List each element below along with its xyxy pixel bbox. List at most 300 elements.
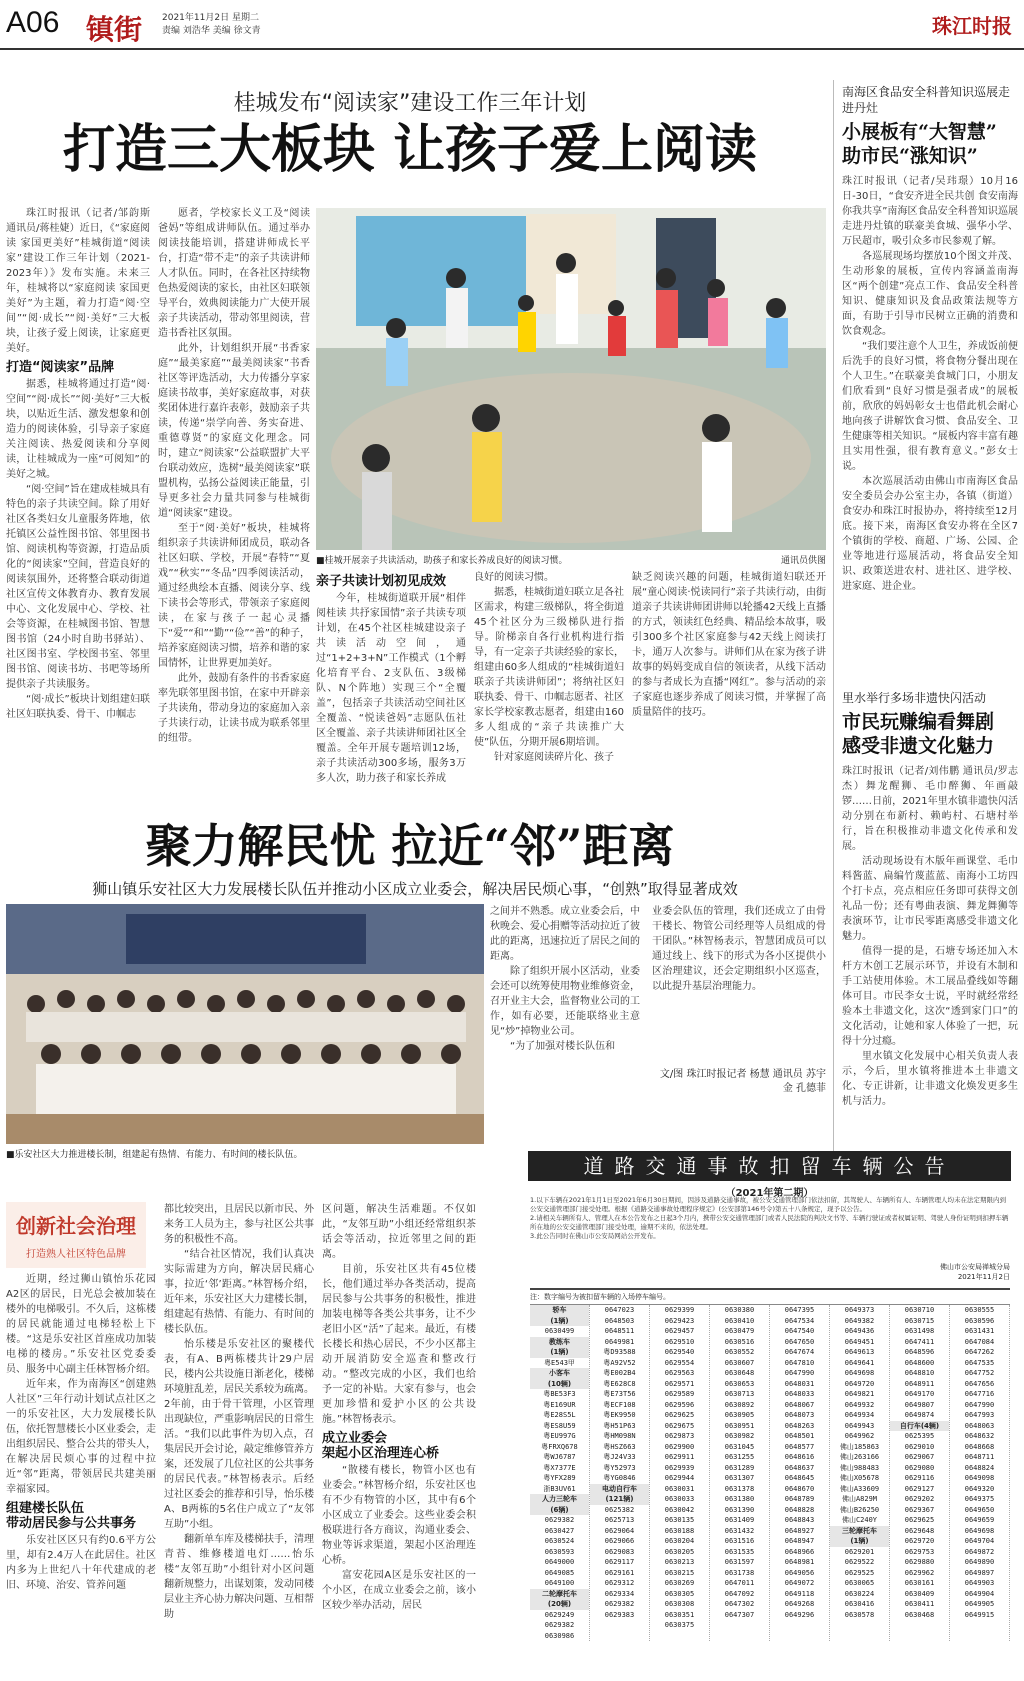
article1-column-4 xyxy=(474,570,624,810)
notice-title: 道路交通事故扣留车辆公告 xyxy=(528,1151,1011,1181)
table-cell: 0648668 xyxy=(964,1442,995,1451)
table-cell: 0630499 xyxy=(544,1327,575,1335)
table-cell: 0629312 xyxy=(604,1579,635,1587)
table-cell: 0629873 xyxy=(664,1432,695,1440)
table-cell: 0649100 xyxy=(544,1579,575,1587)
table-cell: 0647534 xyxy=(784,1316,815,1325)
table-cell: 0647810 xyxy=(784,1358,815,1367)
article2-column-r2 xyxy=(652,904,826,1064)
vehicle-category: 教练车 xyxy=(530,1337,589,1348)
table-cell: 0630713 xyxy=(724,1390,755,1398)
caption-text: 乐安社区大力推进楼长制，组建起有热情、有能力、有时间的楼长队伍。 xyxy=(14,1150,303,1160)
table-cell: 0629127 xyxy=(904,1484,935,1493)
vehicle-category: 人力三轮车 xyxy=(530,1494,589,1505)
paragraph: 此外，计划组织开展“书香家庭”“最美家庭”“最美阅读家”书香社区等评选活动，大力传播分享家庭读书故事，美好家庭故事，对获奖团体进行嘉许表彰，鼓励亲子共读，传递“崇学向善、务实奋进、重德尊贤”的家庭文化理念。同时，建立“阅读家”公益联盟扩大平台联动效应，选树“最美阅读家”联盟机构，弘扬公益阅读正能量，引导更多社会力量共同参与桂城街道“阅读家”建设。 xyxy=(158,343,310,519)
table-cell: 0631045 xyxy=(724,1442,755,1451)
table-cell: 0649382 xyxy=(844,1316,875,1325)
table-cell: 0649904 xyxy=(964,1589,995,1598)
article1-kicker: 桂城发布“阅读家”建设工作三年计划 xyxy=(233,91,587,116)
table-cell: 0629383 xyxy=(604,1610,635,1619)
table-cell: 0647535 xyxy=(964,1358,995,1367)
table-cell: 0630224 xyxy=(844,1589,875,1598)
table-cell: 0648711 xyxy=(964,1453,995,1461)
notice-item-1: 1.以下车辆在2021年1月1日至2021年6月30日期间，因涉及道路交通事故，被公安交通管理部门依法扣留，其驾驶人、车辆所有人、车辆管理人均未在法定期限内到公安交通管理部门接受处理。根据《道路交通事故处理程序规定》(公安部第146号令)第五十八条规定，现予以公告。 xyxy=(530,1196,1006,1213)
table-cell: 佛山A33609 xyxy=(839,1484,880,1493)
table-cell: 0629382 xyxy=(604,1600,635,1608)
paragraph: 珠江时报讯（记者/刘伟鹏 通讯员/罗志杰）舞龙醒狮、毛巾醉狮、年画敲锣……日前，2021年里水镇非遗快闪活动分别在布新村、赖屿村、石塘村举行，旨在积极推动非遗文化传承和发展。 xyxy=(842,766,1018,852)
paragraph: “散楼有楼长，物管小区也有业委会。”林智杨介绍，乐安社区也有不少有物管的小区，其中有6个小区成立了业委会。这些业委会积极联进行各方商议，沟通业委会、物业等诉求渠道，架起小区治理连心桥。 xyxy=(322,1465,476,1566)
table-cell: 0631535 xyxy=(724,1547,755,1556)
table-cell: 粤H51P63 xyxy=(603,1421,636,1430)
table-column xyxy=(950,1305,1010,1641)
table-cell: 0648503 xyxy=(604,1316,635,1325)
vehicle-category: (10辆) xyxy=(530,1379,589,1390)
table-cell: 0631409 xyxy=(724,1516,755,1524)
table-cell: 0629202 xyxy=(904,1495,935,1503)
table-cell: 0630516 xyxy=(724,1337,755,1346)
table-cell: 0648577 xyxy=(784,1442,815,1451)
paragraph: 今年，桂城街道联开展“相伴阅桂读 共抒家国情”亲子共读专项计划，在45个社区桂城建设亲子共读活动空间，通过“1+2+3+N”工作模式（1个孵化培育平台、2支队伍、3级梯队、N个阵地）实现三个“全覆盖”，包括亲子共读活动空间社区全覆盖、“悦读爸妈”志愿队伍社区全覆盖、亲子共读讲师团社区全覆盖。全年开展专题培训12场，亲子共读活动300多场，服务3万多人次，助力孩子和家长养成 xyxy=(316,593,466,784)
article2-headline: 聚力解民忧 拉近“邻”距离 xyxy=(145,819,675,873)
table-cell: 0631378 xyxy=(724,1484,755,1493)
table-cell: 0629066 xyxy=(604,1537,635,1545)
table-cell: 0629161 xyxy=(604,1568,635,1577)
paragraph: 都比较突出，且居民以新市民、外来务工人员为主，参与社区公共事务的积极性不高。 xyxy=(164,1204,314,1245)
paragraph: “阅·空间”旨在建成桂城具有特色的亲子共读空间。除了用好社区各类妇女儿童服务阵地，依托镇区公益性图书馆、邻里图书馆、阅读机构等资源，打造品质化的“阅读家”空间，营造良好的阅读氛围外，还将整合联动街道社区宣传文体教育办、教育发展中心、文化发展中心、学校、社会等资源，在桂城图书馆、智慧图书馆（24小时自助书驿站）、社区图书室、学校图书室、邻里图书馆、阅读书坊、书吧等场所提供亲子共读服务。 xyxy=(6,484,150,690)
table-cell: 0648511 xyxy=(604,1327,635,1335)
table-cell: 佛山C240Y xyxy=(841,1516,878,1524)
table-note: 注：数字编号为被扣留车辆的入场停车编号。 xyxy=(530,1290,1010,1305)
table-cell: 0630892 xyxy=(724,1400,755,1409)
table-cell: 0649934 xyxy=(844,1411,875,1419)
table-cell: 0629720 xyxy=(904,1537,935,1545)
paragraph: 怡乐楼是乐安社区的聚楼代表，有A、B两栋楼共计29户居民，楼内公共设施日渐老化，楼梯环境脏乱差，居民关系较为疏离。2年前，由于骨干管理，小区管理出现缺位，严重影响居民的日常生活。“我们以此事件为切入点，召集居民开会讨论，敲定维修管养方案，还发展了几位社区的公共事务的居民代表。”林智杨表示。后经过社区委会的推荐和引导，怡乐楼A、B两栋的5名住户成立了“友邻互助”小组。 xyxy=(164,1339,314,1530)
table-cell: 0647752 xyxy=(964,1369,995,1377)
paragraph: 活动现场设有木版年画课堂、毛巾料酱蓝、扁编竹蔑蓝蓝、南海小工坊四个打卡点，亮点相应任务即可获得文创礼品一份；还有粤曲表演、舞龙舞狮等表演环节，让市民零距离感受非遗文化魅力。 xyxy=(842,856,1018,942)
logo-title: 创新社会治理 xyxy=(16,1214,136,1238)
paragraph: 良好的阅读习惯。 xyxy=(474,572,554,583)
header-meta xyxy=(162,12,261,38)
vehicle-category: 轿车 xyxy=(530,1305,589,1316)
table-cell: 0649098 xyxy=(964,1474,995,1482)
article1-column-5 xyxy=(632,570,826,810)
article1-headline: 打造三大板块 让孩子爱上阅读 xyxy=(62,119,758,180)
table-cell: 0648600 xyxy=(904,1358,935,1367)
table-cell: 0630468 xyxy=(904,1610,935,1619)
notice-date: 2021年11月2日 xyxy=(957,1273,1010,1281)
table-cell: 0630205 xyxy=(664,1547,695,1556)
table-cell: 0648063 xyxy=(964,1421,995,1430)
table-cell: 0647395 xyxy=(784,1306,815,1314)
table-cell: 0649659 xyxy=(964,1516,995,1524)
table-cell: 0649821 xyxy=(844,1390,875,1398)
table-cell: 0629382 xyxy=(544,1621,575,1629)
table-cell: 0629625 xyxy=(904,1516,935,1524)
photo-caption xyxy=(316,553,826,566)
table-cell: 0649962 xyxy=(844,1432,875,1440)
table-cell: 0647716 xyxy=(964,1390,995,1398)
article1-subhead-2: 亲子共读计划初见成效 xyxy=(316,574,447,589)
paragraph: 愿者，学校家长义工及“阅读爸妈”等组成讲师队伍。通过举办阅读技能培训，搭建讲师成长平台，打造“带不走”的亲子共读讲师人才队伍。同时，在各社区持续物色热爱阅读的家长，由社区妇联领导平台，效典阅读能力广大使开展亲子共读活动，带动邻里阅读，营造书香社区氛围。 xyxy=(158,208,310,339)
table-cell: 0629334 xyxy=(604,1589,635,1598)
editor-credits: 责编 刘浩华 美编 徐文青 xyxy=(162,26,261,36)
table-cell: 粤E002B4 xyxy=(603,1369,636,1377)
table-cell: 0630593 xyxy=(544,1547,575,1556)
table-cell: 0647990 xyxy=(784,1369,815,1377)
table-cell: 0630951 xyxy=(724,1421,755,1430)
table-cell: 粤WJ6787 xyxy=(543,1453,576,1461)
table-cell: 0647674 xyxy=(784,1348,815,1356)
paragraph: 至于“阅·美好”板块，桂城将组织亲子共读讲师团成员，联动各社区妇联、学校，开展“春特”“夏戏”“秋实”“冬品”四季阅读活动，通过经典绘本直播、阅读分享、线下读书会等形式，带领亲子家庭阅读，在家与孩子一起心灵播下“爱”“和”“勤”“俭”“善”的种子，培养家庭阅读习惯，培养和谐的家国情怀，让世界更加美好。 xyxy=(158,523,310,669)
table-cell: 粤YFX289 xyxy=(543,1474,576,1482)
table-cell: 粤ECF108 xyxy=(603,1400,636,1409)
community-group-photo xyxy=(6,904,484,1144)
article2-column-b xyxy=(164,1202,314,1676)
table-cell: 0629675 xyxy=(664,1421,695,1430)
table-cell: 0649720 xyxy=(844,1379,875,1388)
table-cell: 0629382 xyxy=(544,1516,575,1524)
table-cell: 0630308 xyxy=(664,1600,695,1608)
table-cell: 佛山185863 xyxy=(839,1442,880,1451)
paragraph: “我们要注意个人卫生，养成饭前便后洗手的良好习惯，将食物分餐出现在个人卫生。”在联豪美食城门口，小朋友们欣看到“良好习惯是强者成”的展板前，欣欣的妈妈彰女士也借此机会耐心地向孩子讲解饮食习惯、食品安全、卫生健康等相关知识。“展板内容丰富有趣且实用性强，很有教育意义。”彭女士说。 xyxy=(842,341,1018,472)
table-cell: 0649373 xyxy=(844,1306,875,1314)
notice-item-2: 2.请相关车辆所有人、管理人在本公告发布之日起3个月内，携带公安交通管理部门或者人民法院的判决文书等、车辆行驶证或者权属证明、驾驶人身份证明到扣押车辆所在地的公安交通管理部门接受处理，逾期不来的，依法处理。 xyxy=(530,1214,1009,1231)
paragraph: “阅·成长”板块计划组建妇联社区妇联执委、骨干、巾帼志 xyxy=(6,694,150,720)
table-cell: 粤YG0846 xyxy=(603,1474,636,1482)
table-cell: 0630269 xyxy=(664,1579,695,1587)
table-cell: 0649451 xyxy=(844,1337,875,1346)
table-column xyxy=(710,1305,770,1641)
table-cell: 0629525 xyxy=(844,1568,875,1577)
table-cell: 0630410 xyxy=(724,1316,755,1325)
sidebar2-kicker: 里水举行多场非遗快闪活动 xyxy=(842,691,987,705)
notice-item-3: 3.此公告同时在佛山市公安局网站公开发布。 xyxy=(530,1232,660,1240)
table-cell: 佛山988483 xyxy=(839,1463,880,1472)
table-cell: 粤A92V52 xyxy=(603,1358,636,1367)
table-cell: 粤X7377E xyxy=(543,1463,576,1472)
table-cell: 粤FRXQ678 xyxy=(541,1442,578,1451)
table-cell: 0630375 xyxy=(664,1621,695,1629)
notice-body xyxy=(530,1196,1010,1241)
table-cell: 0648824 xyxy=(964,1463,995,1472)
table-cell: 0649698 xyxy=(844,1369,875,1377)
table-cell: 0630351 xyxy=(664,1610,695,1619)
table-cell: 0630161 xyxy=(904,1579,935,1587)
table-cell: 0630607 xyxy=(724,1358,755,1367)
table-cell: 粤HM098N xyxy=(603,1432,636,1440)
photo-illustration xyxy=(316,208,826,550)
table-cell: 0649872 xyxy=(964,1547,995,1556)
table-cell: 0648966 xyxy=(784,1547,815,1556)
table-cell: 0630653 xyxy=(724,1379,755,1388)
table-column xyxy=(770,1305,830,1641)
table-cell: 0631597 xyxy=(724,1558,755,1566)
article2-subhead: 狮山镇乐安社区大力发展楼长队伍并推动小区成立业委会，解决居民烦心事，“创熟”取得显著成效 xyxy=(92,880,738,898)
article2-byline: 文/图 珠江时报记者 杨慧 通讯员 苏宇金 孔德菲 xyxy=(659,1069,826,1094)
table-cell: 粤J24V33 xyxy=(603,1453,636,1461)
article2-subhead-1: 组建楼长队伍 带动居民参与公共事务 xyxy=(6,1501,137,1531)
table-column xyxy=(830,1305,890,1641)
paragraph: 除了组织开展小区活动，业委会还可以统筹使用物业维修资金，召开业主大会，监督物业公司的工作，如有必要，还能联络业主意见“炒”掉物业公司。 xyxy=(490,966,640,1037)
paragraph: 乐安社区区只有约0.6平方公里，却有2.4万人在此居住。社区内多为上世纪八十年代建成的老旧、环境、治安、管养问题 xyxy=(6,1535,156,1591)
section-name: 镇街 xyxy=(86,13,143,46)
table-columns xyxy=(530,1305,1010,1641)
table-cell: 0649320 xyxy=(964,1484,995,1493)
table-cell: 0630555 xyxy=(964,1306,995,1314)
table-cell: 0648596 xyxy=(904,1348,935,1356)
table-cell: 0631498 xyxy=(904,1327,935,1335)
table-cell: 粤D93588 xyxy=(603,1348,636,1356)
table-cell: 0647990 xyxy=(964,1400,995,1409)
table-cell: 0631289 xyxy=(724,1463,755,1472)
column-divider xyxy=(833,80,834,1170)
table-cell: 0648632 xyxy=(964,1432,995,1440)
table-cell: 0649698 xyxy=(964,1526,995,1535)
table-cell: 0630204 xyxy=(664,1537,695,1545)
table-cell: 0649072 xyxy=(784,1579,815,1587)
table-cell: 0629939 xyxy=(664,1463,695,1472)
table-cell: 0648031 xyxy=(784,1379,815,1388)
table-cell: 0630596 xyxy=(964,1316,995,1325)
article2-subhead-2: 成立业委会 架起小区治理连心桥 xyxy=(322,1431,440,1461)
paragraph: 里水镇文化发展中心相关负责人表示，今后，里水镇将推进本土非遗文化、专正讲新，让非遗文化焕发更多生机与活力。 xyxy=(842,1051,1018,1107)
table-cell: 0630710 xyxy=(904,1306,935,1314)
group-photo-illustration xyxy=(6,904,484,1144)
table-cell: 0630578 xyxy=(844,1610,875,1619)
table-cell: 粤BE53F3 xyxy=(543,1390,576,1398)
table-cell: 0629900 xyxy=(664,1442,695,1451)
table-cell: 0629249 xyxy=(544,1610,575,1619)
table-cell: 0629625 xyxy=(664,1411,695,1419)
table-cell: 0649807 xyxy=(904,1400,935,1409)
table-cell: 0648501 xyxy=(784,1432,815,1440)
photo-credit: 通讯员供图 xyxy=(780,556,826,566)
table-cell: 0629563 xyxy=(664,1369,695,1377)
table-cell: 0631390 xyxy=(724,1505,755,1514)
table-cell: 0629944 xyxy=(664,1474,695,1482)
table-cell: 0649903 xyxy=(964,1579,995,1587)
table-cell: 0629554 xyxy=(664,1358,695,1367)
table-cell: 0630215 xyxy=(664,1568,695,1577)
table-cell: 0648810 xyxy=(904,1369,935,1377)
table-cell: 0649905 xyxy=(964,1600,995,1608)
vehicle-category: 电动自行车 xyxy=(590,1484,649,1495)
table-cell: 佛山A829M xyxy=(841,1495,878,1503)
paragraph: 近年来，作为南海区“创建熟人社区”三年行动计划试点社区之一的乐安社区，大力发展楼长队伍，依托智慧楼长小区业委会，走出组织居民、整合公共的带头人，在解决居民烦心事的过程中拉近“邻”距离，带领居民共建美丽幸福家园。 xyxy=(6,1379,156,1495)
paragraph: 翻新单车库及楼梯扶手，清理青苔、维修楼道电灯……怡乐楼“友邻互助”小组针对小区问题翻新规整力，出谋划策，发动同楼层业主齐心协力解决问题、互相帮助 xyxy=(164,1534,314,1620)
table-cell: 0630524 xyxy=(544,1537,575,1545)
paragraph: 目前，乐安社区共有45位楼长，他们通过举办各类活动，提高居民参与公共事务的积极性，推进加装电梯等各类公共事务，让不少老旧小区“活”了起来。最近，有楼长楼长和热心居民，不少小区都主动开展消防安全巡查和整改行动。“整改完成的小区，我们也给予一定的补贴。大家有参与，也会更加珍惜和爱护小区的公共设施。”林智杨表示。 xyxy=(322,1264,476,1425)
paragraph: 值得一提的是，石塘专场还加入木杆方木创工艺展示环节，并设有木制和手工站使用体验。木工展品叠线如等翻体可目。市民李女士说，平时就经常经验本土非遗文化，这次“透到家门口”的文化活动，让她和家人体验了一把，玩得十分过瘾。 xyxy=(842,946,1018,1047)
table-cell: 0647262 xyxy=(964,1348,995,1356)
vehicle-category: (1辆) xyxy=(530,1316,589,1327)
table-cell: 粤E73T56 xyxy=(603,1390,636,1398)
table-cell: 0630213 xyxy=(664,1558,695,1566)
table-cell: 0629423 xyxy=(664,1316,695,1325)
table-cell: 0648645 xyxy=(784,1474,815,1482)
table-cell: 0630065 xyxy=(844,1579,875,1587)
paragraph: 富安花园A区是乐安社区的一个小区，在成立业委会之前，该小区较少举办活动，居民 xyxy=(322,1570,476,1611)
table-column xyxy=(890,1305,950,1641)
article2-column-c xyxy=(322,1202,476,1676)
table-cell: 0631432 xyxy=(724,1526,755,1535)
paragraph: 近期，经过狮山镇怡乐花园A2区的居民，日光总会被加装在楼外的电梯吸引。不久后，这栋楼的居民就能通过电梯轻松上下楼。“这是乐安社区首座成功加装电梯的楼房。”乐安社区党委委员、服务中心副主任林智杨介绍。 xyxy=(6,1274,156,1375)
paragraph: 之间并不熟悉。成立业委会后，中秋晚会、爱心捐赠等活动拉近了彼此的距离，迅速拉近了居民之间的距离。 xyxy=(490,906,640,962)
table-column xyxy=(590,1305,650,1641)
table-cell: 0629962 xyxy=(904,1568,935,1577)
table-cell: 0629083 xyxy=(604,1547,635,1556)
table-cell: 0648073 xyxy=(784,1411,815,1419)
article1-subhead: 打造“阅读家”品牌 xyxy=(6,360,115,375)
table-cell: 0631431 xyxy=(964,1327,995,1335)
table-cell: 0647411 xyxy=(904,1337,935,1346)
table-cell: 粤EK9950 xyxy=(603,1411,636,1419)
reading-activity-photo xyxy=(316,208,826,550)
table-cell: 粤E169UR xyxy=(543,1400,576,1409)
table-cell: 0629571 xyxy=(664,1379,695,1388)
table-cell: 0629596 xyxy=(664,1400,695,1409)
paragraph: 缺乏阅读兴趣的问题，桂城街道妇联还开展“童心阅读·悦读同行”亲子共读行动，由街道亲子共读讲师团讲师以轮播42天线上直播的方式，领读红色经典、精品绘本故事，吸引300多个社区家庭参与42天线上阅读打卡，通万人次参与。讲师们从在家为孩子讲故事的妈妈变成自信的领读者，从线下活动的参与者成长为直播“网红”。参与活动的亲子家庭也逐步养成了阅读习惯，并掌握了高质量陪伴的技巧。 xyxy=(632,572,826,718)
paragraph: 据悉，桂城街道妇联立足各社区需求，构建三级梯队，将全街道45个社区分为三级梯队进行指导。阶梯亲自各行业机构进行指导，有一定亲子共读经验的家长，组建由60多人组成的“桂城街道妇联亲子共读讲师团”；将纳社区妇联执委、骨干、巾帼志愿者、社区家长学校家教志愿者，组建由160多人组成的“亲子共读推广大使”队伍，分期开展6期培训。 xyxy=(474,587,624,748)
table-cell: 佛山X05678 xyxy=(839,1474,880,1482)
page-number: A06 xyxy=(6,6,60,39)
article1-column-3 xyxy=(316,570,466,810)
table-cell: 0629880 xyxy=(904,1558,935,1566)
table-cell: 0629589 xyxy=(664,1390,695,1398)
table-cell: 0629399 xyxy=(664,1306,695,1314)
table-cell: 0631516 xyxy=(724,1537,755,1545)
governance-logo xyxy=(6,1202,146,1268)
table-cell: 0629064 xyxy=(604,1526,635,1535)
caption-text: 桂城开展亲子共读活动，助孩子和家长养成良好的阅读习惯。 xyxy=(324,556,568,566)
table-cell: 佛山263166 xyxy=(839,1453,880,1461)
paragraph: 珠江时报讯（记者/邹韵斯 通讯员/蒋桂婕）近日，《“家庭阅读 家国更美好”桂城街道“阅读家”建设工作三年计划（2021-2023年）》发布实施。未来三年，桂城将以“家庭阅读 家国更美好”为主题，着力打造“阅·空间”“阅·成长”“阅·美好”三大板块，让孩子爱上阅读，让家庭更美好。 xyxy=(6,208,150,354)
table-cell: 粤E628C8 xyxy=(603,1379,636,1388)
paragraph: 珠江时报讯（记者/吴玮璟）10月16日-30日，“食安齐进全民共创 食安南海你我共享”南海区食品安全科普知识巡展走进丹灶镇的联豪美食城、强华小学、万民超市，吸引众多市民参观了解。 xyxy=(842,176,1018,247)
table-cell: 0649000 xyxy=(544,1558,575,1566)
sidebar2-title: 市民玩赚编看舞剧 感受非遗文化魅力 xyxy=(842,711,995,757)
table-cell: 0648911 xyxy=(904,1379,935,1388)
table-cell: 0630427 xyxy=(544,1526,575,1535)
table-cell: 0629117 xyxy=(604,1558,635,1566)
table-cell: 0647650 xyxy=(784,1337,815,1346)
table-cell: 0630905 xyxy=(724,1411,755,1419)
table-cell: 0648670 xyxy=(784,1484,815,1493)
notice-issue: （2021年第二期） xyxy=(725,1188,814,1199)
table-cell: 0648947 xyxy=(784,1537,815,1545)
table-cell: 0648843 xyxy=(784,1516,815,1524)
table-cell: 0649268 xyxy=(784,1600,815,1608)
table-cell: 0648927 xyxy=(784,1526,815,1535)
table-cell: 0649704 xyxy=(964,1537,995,1545)
paragraph: 针对家庭阅读碎片化、孩子 xyxy=(494,752,614,763)
table-cell: 0629201 xyxy=(844,1547,875,1556)
table-cell: 0649170 xyxy=(904,1390,935,1398)
table-cell: 粤HSZ663 xyxy=(603,1442,636,1451)
table-column xyxy=(650,1305,710,1641)
table-cell: 0649943 xyxy=(844,1421,875,1430)
paragraph: 本次巡展活动由佛山市南海区食品安全委员会办公室主办，各镇（街道）食安办和珠江时报协办，将持续至12月底。接下来，南海区食安办将在全区7个镇街的学校、商超、广场、公园、企业等地进行巡展活动，将食品安全知识、政策送进农村、进社区、进学校、进家庭、进企业。 xyxy=(842,476,1018,592)
table-cell: 0629116 xyxy=(904,1474,935,1482)
table-cell: 0648981 xyxy=(784,1558,815,1566)
table-cell: 粤E543甲 xyxy=(544,1358,575,1367)
article1-column-1 xyxy=(6,206,150,810)
paragraph: “为了加强对楼长队伍和 xyxy=(510,1041,616,1052)
sidebar1-body xyxy=(842,174,1018,648)
article2-column-a xyxy=(6,1272,156,1676)
newspaper-logo: 珠江时报 xyxy=(932,14,1012,38)
notice-signature xyxy=(830,1262,1010,1282)
impounded-vehicle-table xyxy=(530,1288,1010,1676)
table-cell: 0630986 xyxy=(544,1631,575,1640)
issue-date: 2021年11月2日 星期二 xyxy=(162,13,259,23)
table-cell: 0649613 xyxy=(844,1348,875,1356)
table-cell: 0631255 xyxy=(724,1453,755,1461)
vehicle-category: (6辆) xyxy=(530,1505,589,1516)
table-cell: 0649981 xyxy=(604,1337,635,1346)
table-cell: 0629753 xyxy=(904,1547,935,1556)
table-cell: 0631307 xyxy=(724,1474,755,1482)
vehicle-category: (20辆) xyxy=(530,1599,589,1610)
article1-column-2 xyxy=(158,206,310,810)
table-cell: 0630552 xyxy=(724,1348,755,1356)
vehicle-category: 二轮摩托车 xyxy=(530,1589,589,1600)
table-cell: 0649085 xyxy=(544,1568,575,1577)
table-cell: 0648637 xyxy=(784,1463,815,1472)
table-cell: 0647302 xyxy=(724,1600,755,1608)
notice-org: 佛山市公安局禅城分局 xyxy=(940,1263,1010,1271)
table-cell: 0647993 xyxy=(964,1411,995,1419)
table-cell: 0648263 xyxy=(784,1421,815,1430)
table-cell: 浙B3UV61 xyxy=(543,1484,576,1493)
group-photo-caption xyxy=(6,1147,484,1160)
table-cell: 0630380 xyxy=(724,1306,755,1314)
table-cell: 0649915 xyxy=(964,1610,995,1619)
table-cell: 0629067 xyxy=(904,1453,935,1461)
paragraph: 各巡展现场均摆放10个图文并茂、生动形象的展板，宣传内容涵盖南海区“两个创建”亮点工作、食品安全科普知识、健康知识及食品政策法规等方面，有助于引导市民树立正确的消费和饮食观念。 xyxy=(842,251,1018,337)
table-cell: 0630416 xyxy=(844,1600,875,1608)
table-cell: 0630033 xyxy=(664,1495,695,1503)
table-cell: 0630188 xyxy=(664,1526,695,1535)
table-cell: 0629522 xyxy=(844,1558,875,1566)
table-cell: 0648067 xyxy=(784,1400,815,1409)
table-cell: 0649932 xyxy=(844,1400,875,1409)
table-cell: 0629457 xyxy=(664,1327,695,1335)
paragraph: 区问题，解决生活难题。不仅如此，“友邻互助”小组还经常组织茶话会等活动，拉近邻里之间的距离。 xyxy=(322,1204,476,1260)
table-cell: 粤ES8U59 xyxy=(543,1421,576,1430)
table-cell: 0630479 xyxy=(724,1327,755,1335)
logo-subtitle: 打造熟人社区特色品牌 xyxy=(26,1249,126,1260)
vehicle-category: 自行车(4辆) xyxy=(890,1421,949,1432)
table-cell: 0649897 xyxy=(964,1568,995,1577)
table-column xyxy=(530,1305,590,1641)
table-cell: 粤E28S5L xyxy=(543,1411,576,1419)
table-cell: 0630411 xyxy=(904,1600,935,1608)
table-cell: 0629648 xyxy=(904,1526,935,1535)
vehicle-category: (1辆) xyxy=(830,1536,889,1547)
table-cell: 0630135 xyxy=(664,1516,695,1524)
table-cell: 0648789 xyxy=(784,1495,815,1503)
sidebar1-kicker: 南海区食品安全科普知识巡展走进丹灶 xyxy=(842,85,1011,115)
table-cell: 粤EU997G xyxy=(543,1432,576,1440)
table-cell: 0631738 xyxy=(724,1568,755,1577)
table-cell: 0649375 xyxy=(964,1495,995,1503)
paragraph: “结合社区情况，我们认真决实际需建为方向，解决居民痛心事，拉近‘邻’距离。”林智杨介绍，近年来，乐安社区大力建楼长制，组建起有热情、有能力、有时间的楼长队伍。 xyxy=(164,1249,314,1335)
table-cell: 0630715 xyxy=(904,1316,935,1325)
sidebar2-body xyxy=(842,764,1018,1140)
table-cell: 0630031 xyxy=(664,1484,695,1493)
table-cell: 0649650 xyxy=(964,1505,995,1514)
